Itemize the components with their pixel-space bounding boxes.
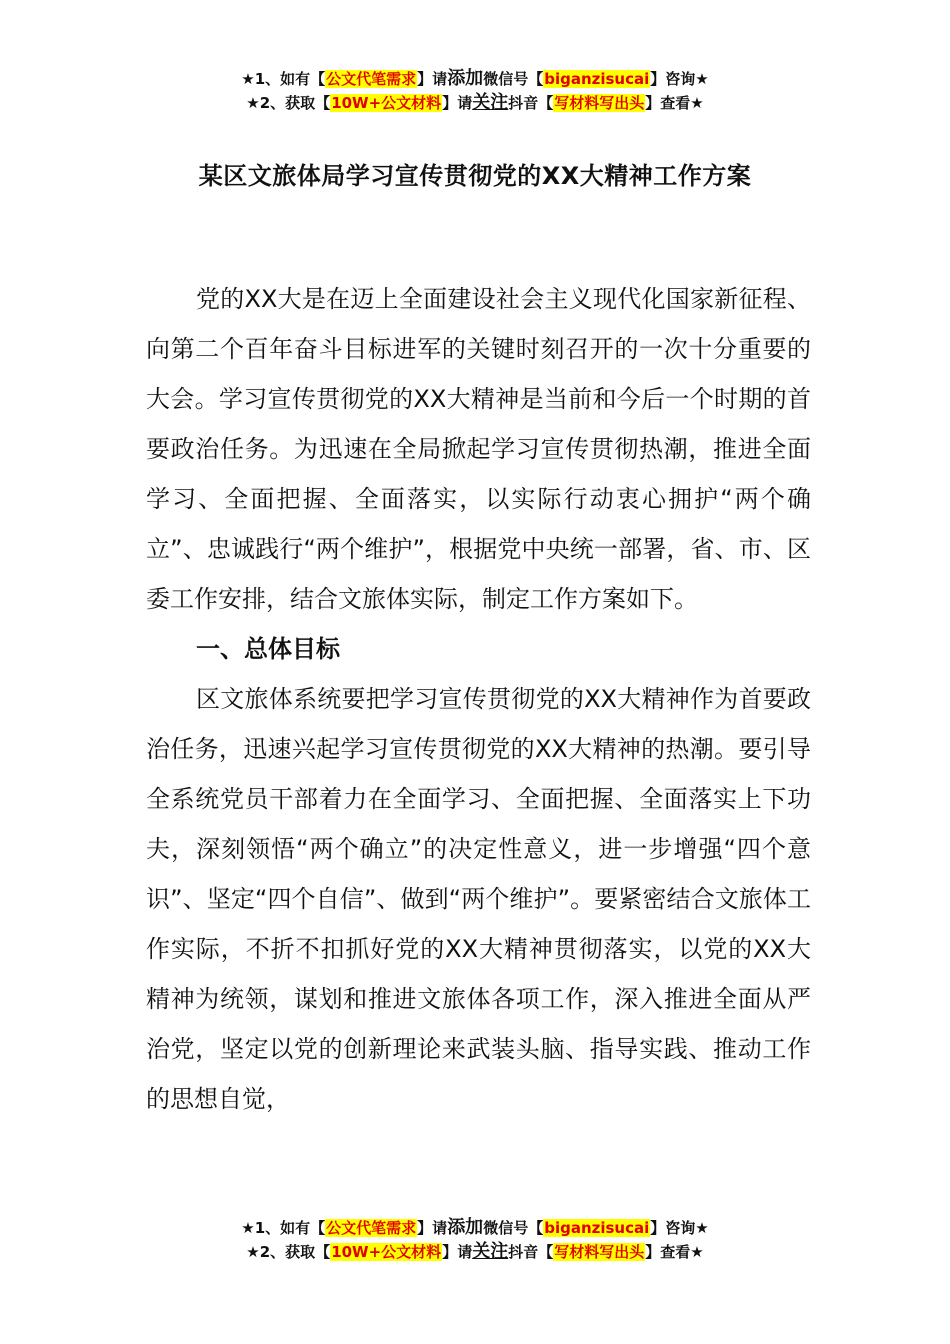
promo-banner-bottom [0, 1216, 950, 1264]
star-icon: ★ [241, 70, 255, 88]
star-icon: ★ [690, 94, 704, 112]
star-icon: ★ [246, 94, 260, 112]
promo-line-2: ★2、获取【10W+公文材料】请关注抖音【写材料写出头】查看★ [246, 92, 704, 113]
promo-banner-top [0, 67, 950, 115]
promo-line-1: ★1、如有【公文代笔需求】请添加微信号【biganzisucai】咨询★ [241, 1217, 709, 1238]
promo-line-2: ★2、获取【10W+公文材料】请关注抖音【写材料写出头】查看★ [246, 1241, 704, 1262]
intro-paragraph: 党的XX大是在迈上全面建设社会主义现代化国家新征程、向第二个百年奋斗目标进军的关键时刻召开的一次十分重要的大会。学习宣传贯彻党的XX大精神是当前和今后一个时期的首要政治任务。为迅速在全局掀起学习宣传贯彻热潮，推进全面学习、全面把握、全面落实，以实际行动衷心拥护“两个确立”、忠诚践行“两个维护”，根据党中央统一部署，省、市、区委工作安排，结合文旅体实际，制定工作方案如下。 [146, 285, 811, 613]
highlight-materials: 10W+公文材料 [331, 1243, 442, 1261]
highlight-douyin-id: 写材料写出头 [554, 94, 645, 112]
star-icon: ★ [695, 1219, 709, 1237]
document-body [146, 274, 811, 1124]
section-paragraph: 区文旅体系统要把学习宣传贯彻党的XX大精神作为首要政治任务，迅速兴起学习宣传贯彻党的XX大精神的热潮。要引导全系统党员干部着力在全面学习、全面把握、全面落实上下功夫，深刻领悟“两个确立”的决定性意义，进一步增强“四个意识”、坚定“四个自信”、做到“两个维护”。要紧密结合文旅体工作实际，不折不扣抓好党的XX大精神贯彻落实，以党的XX大精神为统领，谋划和推进文旅体各项工作，深入推进全面从严治党，坚定以党的创新理论来武装头脑、指导实践、推动工作的思想自觉， [146, 685, 811, 1113]
star-icon: ★ [690, 1243, 704, 1261]
highlight-wechat-id: biganzisucai [544, 70, 650, 88]
highlight-service: 公文代笔需求 [326, 70, 417, 88]
highlight-wechat-id: biganzisucai [544, 1219, 650, 1237]
highlight-materials: 10W+公文材料 [331, 94, 442, 112]
highlight-douyin-id: 写材料写出头 [554, 1243, 645, 1261]
document-title: 某区文旅体局学习宣传贯彻党的XX大精神工作方案 [198, 162, 752, 190]
star-icon: ★ [246, 1243, 260, 1261]
highlight-service: 公文代笔需求 [326, 1219, 417, 1237]
section-heading: 一、总体目标 [196, 635, 340, 663]
star-icon: ★ [241, 1219, 255, 1237]
promo-line-1: ★1、如有【公文代笔需求】请添加微信号【biganzisucai】咨询★ [241, 68, 709, 89]
star-icon: ★ [695, 70, 709, 88]
